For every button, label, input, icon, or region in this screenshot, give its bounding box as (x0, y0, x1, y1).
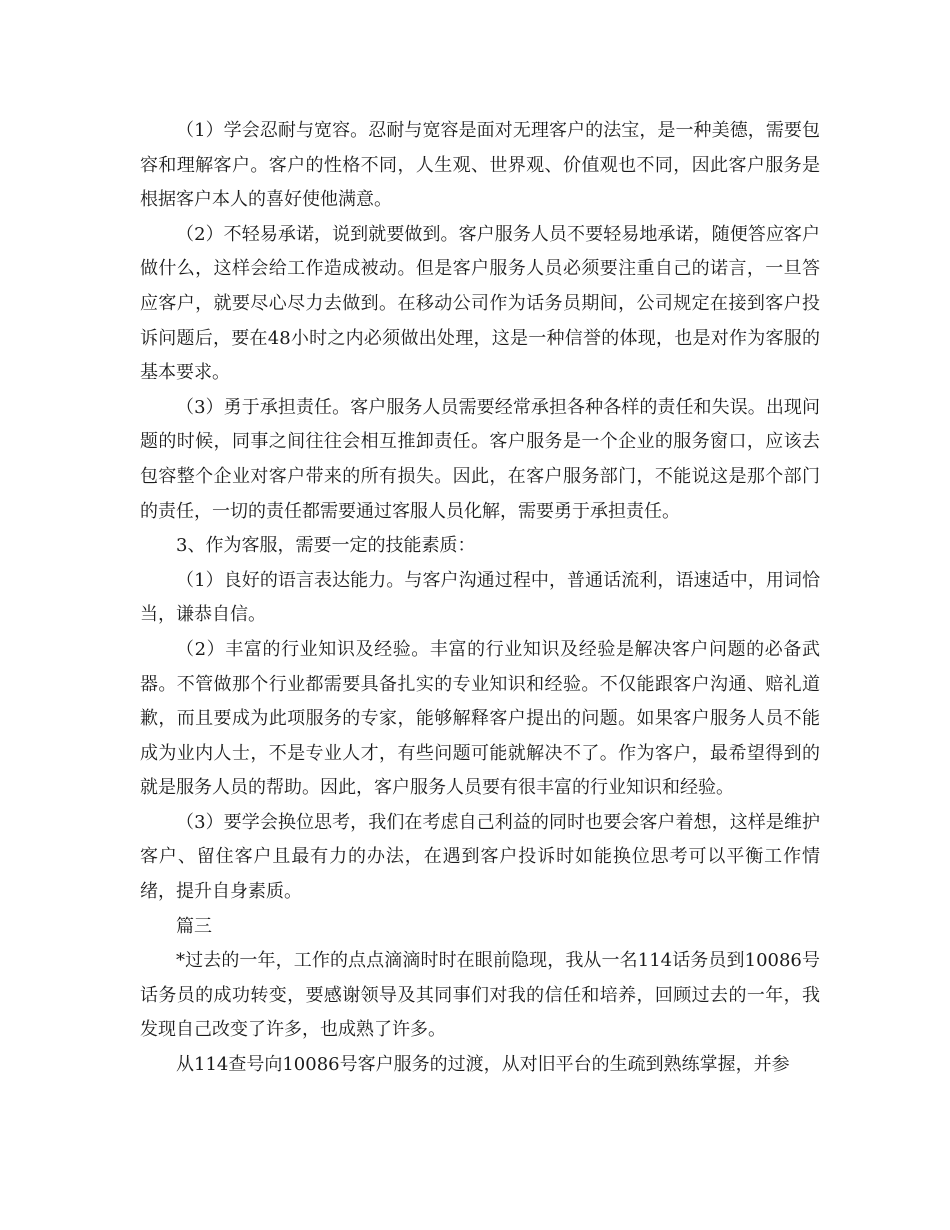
paragraph-empathy: （3）要学会换位思考，我们在考虑自己利益的同时也要会客户着想，这样是维护客户、留住客户且最有力的办法，在遇到客户投诉时如能换位思考可以平衡工作情绪，提升自身素质。 (140, 811, 820, 903)
paragraph-tolerance: （1）学会忍耐与宽容。忍耐与宽容是面对无理客户的法宝，是一种美德，需要包容和理解客户。客户的性格不同，人生观、世界观、价值观也不同，因此客户服务是根据客户本人的喜好使他满意。 (140, 120, 820, 211)
paragraph-past-year: *过去的一年，工作的点点滴滴时时在眼前隐现，我从一名114话务员到10086号话务员的成功转变，要感谢领导及其同事们对我的信任和培养，回顾过去的一年，我发现自己改变了许多，也成熟了许多。 (140, 950, 820, 1041)
paragraph-language-skills: （1）良好的语言表达能力。与客户沟通过程中，普通话流利，语速适中，用词恰当，谦恭自信。 (140, 569, 820, 626)
section-heading-part-three: 篇三 (176, 915, 212, 937)
paragraph-transition: 从114查号向10086号客户服务的过渡，从对旧平台的生疏到熟练掌握，并参 (176, 1054, 790, 1076)
paragraph-promise: （2）不轻易承诺，说到就要做到。客户服务人员不要轻易地承诺，随便答应客户做什么，这样会给工作造成被动。但是客户服务人员必须要注重自己的诺言，一旦答应客户，就要尽心尽力去做到。在移动公司作为话务员期间，公司规定在接到客户投诉问题后，要在48小时之内必须做出处理，这是一种信誉的体现，也是对作为客服的基本要求。 (140, 223, 820, 384)
document-body (140, 114, 820, 1083)
section-heading-skills: 3、作为客服，需要一定的技能素质： (176, 535, 476, 557)
paragraph-responsibility: （3）勇于承担责任。客户服务人员需要经常承担各种各样的责任和失误。出现问题的时候，同事之间往往会相互推卸责任。客户服务是一个企业的服务窗口，应该去包容整个企业对客户带来的所有损失。因此，在客户服务部门，不能说这是那个部门的责任，一切的责任都需要通过客服人员化解，需要勇于承担责任。 (140, 396, 820, 522)
paragraph-industry-knowledge: （2）丰富的行业知识及经验。丰富的行业知识及经验是解决客户问题的必备武器。不管做那个行业都需要具备扎实的专业知识和经验。不仅能跟客户沟通、赔礼道歉，而且要成为此项服务的专家，能够解释客户提出的问题。如果客户服务人员不能成为业内人士，不是专业人才，有些问题可能就解决不了。作为客户，最希望得到的就是服务人员的帮助。因此，客户服务人员要有很丰富的行业知识和经验。 (140, 638, 820, 799)
